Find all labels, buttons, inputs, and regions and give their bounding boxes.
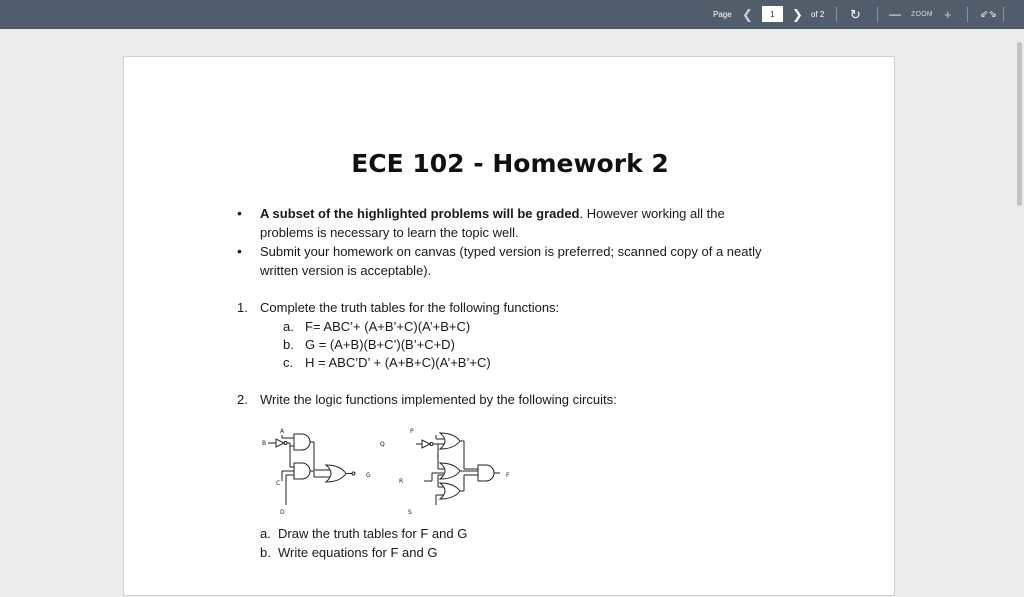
bullet-2-line-2: written version is acceptable).: [260, 263, 432, 278]
document-content: [124, 57, 896, 597]
logic-circuit-diagram: [260, 425, 520, 525]
toolbar-divider: [836, 7, 837, 22]
or-gate-2: [440, 433, 460, 449]
toolbar-divider: [967, 7, 968, 22]
bullet-1-bold-text: A subset of the highlighted problems will be graded: [260, 206, 580, 221]
toolbar-divider: [1003, 7, 1004, 22]
label-d: D: [280, 509, 285, 516]
bullet-1-text: . However working all the: [579, 206, 725, 221]
label-s: S: [408, 509, 412, 516]
or-gate-4: [440, 483, 460, 499]
scrollbar-thumb[interactable]: [1017, 42, 1022, 206]
page-number-input[interactable]: [762, 6, 783, 22]
plus-icon[interactable]: +: [944, 7, 952, 22]
label-q: Q: [380, 441, 385, 448]
problem-1a-text: F= ABC’+ (A+B’+C)(A’+B+C): [305, 319, 471, 334]
problem-1c-label: c.: [283, 355, 294, 370]
bullet-2-line-1: Submit your homework on canvas (typed version is preferred; scanned copy of a neatly: [260, 244, 762, 259]
problem-1c-text: H = ABC’D’ + (A+B+C)(A’+B’+C): [305, 355, 491, 370]
vertical-scrollbar[interactable]: [1013, 29, 1024, 576]
bullet-dot: •: [237, 243, 242, 259]
pdf-toolbar: [0, 0, 1024, 29]
problem-1b-label: b.: [283, 337, 294, 352]
problem-1-text: Complete the truth tables for the following functions:: [260, 300, 560, 315]
bullet-1-line-2: problems is necessary to learn the topic well.: [260, 225, 519, 240]
problem-2a-text: Draw the truth tables for F and G: [278, 526, 468, 541]
or-gate-3: [440, 463, 460, 479]
bullet-1-line-1: [260, 204, 725, 223]
document-page: [123, 56, 895, 596]
problem-2-number: 2.: [237, 392, 248, 407]
label-a: A: [280, 428, 285, 435]
and-gate-2: [294, 463, 310, 479]
circuit-g: [268, 434, 355, 505]
problem-1-number: 1.: [237, 300, 248, 315]
collapse-icon[interactable]: ⇙⇘: [980, 9, 997, 20]
page-label: Page: [713, 10, 732, 19]
label-g: G: [366, 472, 371, 479]
circuit-f: [416, 433, 500, 505]
chevron-right-icon[interactable]: ❯: [792, 7, 803, 22]
page-count-label: of 2: [811, 10, 825, 19]
and-gate-1: [294, 434, 310, 450]
label-c: C: [276, 480, 281, 487]
problem-1b-text: G = (A+B)(B+C’)(B’+C+D): [305, 337, 455, 352]
toolbar-divider: [877, 7, 878, 22]
bullet-dot: •: [237, 205, 242, 221]
chevron-left-icon[interactable]: ❮: [742, 7, 753, 22]
label-r: R: [399, 478, 404, 485]
problem-2b-label: b.: [260, 545, 271, 560]
problem-2a-label: a.: [260, 526, 271, 541]
page-title: ECE 102 - Homework 2: [351, 149, 669, 178]
or-gate-1: [326, 465, 346, 482]
label-p: P: [410, 428, 414, 435]
problem-1a-label: a.: [283, 319, 294, 334]
problem-2-text: Write the logic functions implemented by the following circuits:: [260, 392, 617, 407]
minus-icon[interactable]: —: [889, 7, 901, 21]
label-f: F: [506, 472, 510, 479]
and-gate-3: [478, 465, 494, 481]
zoom-label: ZOOM: [911, 11, 933, 18]
label-b: B: [262, 440, 267, 447]
problem-2b-text: Write equations for F and G: [278, 545, 438, 560]
rotate-icon[interactable]: ↻: [850, 7, 861, 22]
